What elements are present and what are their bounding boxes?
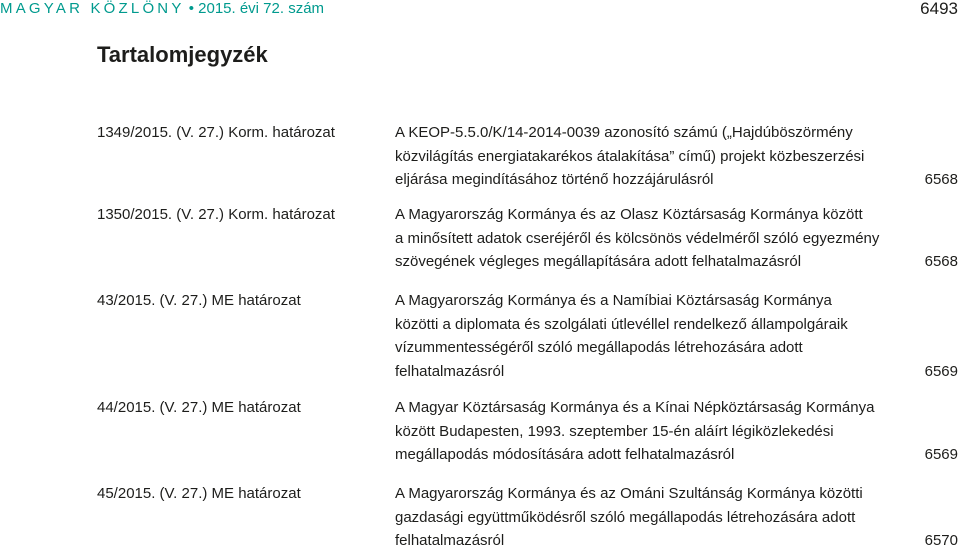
publication-name: MAGYAR KÖZLÖNY (0, 0, 185, 17)
toc-entry-line: között Budapesten, 1993. szeptember 15-én aláírt légiközlekedési (395, 422, 834, 440)
toc-entry-ref: 44/2015. (V. 27.) ME határozat (97, 399, 301, 416)
toc-entry-line: gazdasági együttműködésről szóló megállapodás létrehozására adott (395, 508, 856, 526)
page-number: 6493 (920, 0, 958, 18)
running-head (0, 0, 958, 18)
toc-entry-page: 6569 (924, 446, 958, 463)
toc-entry-line: szövegének végleges megállapítására adott felhatalmazásról (395, 253, 802, 270)
toc-entry-ref: 43/2015. (V. 27.) ME határozat (97, 292, 301, 309)
toc-entry-line: felhatalmazásról (395, 362, 505, 380)
publication-header (0, 0, 324, 18)
toc-entry-description (395, 203, 915, 274)
toc-entry-line: eljárása megindításához történő hozzájárulásról (395, 171, 714, 188)
toc-entry-line: a minősített adatok cseréjéről és kölcsönös védelméről szóló egyezmény (395, 229, 880, 247)
toc-entry-line: A Magyarország Kormánya és a Namíbiai Köztársaság Kormánya (395, 292, 832, 309)
page-title: Tartalomjegyzék (97, 42, 268, 67)
toc-entry-line: vízummentességéről szóló megállapodás létrehozására adott (395, 339, 803, 356)
toc-entry-line: A Magyarország Kormánya és az Olasz Köztársaság Kormánya között (395, 206, 863, 223)
issue-info: • 2015. évi 72. szám (188, 0, 325, 17)
toc-entry-line: megállapodás módosítására adott felhatalmazásról (395, 446, 735, 463)
toc-entry-ref: 45/2015. (V. 27.) ME határozat (97, 485, 301, 502)
toc-entry-line: közvilágítás energiatakarékos átalakítása” című) projekt közbeszerzési (395, 147, 865, 165)
toc-entry-line: közötti a diplomata és szolgálati útlevéllel rendelkező állampolgáraik (395, 315, 848, 333)
toc-entry-description (395, 482, 915, 553)
toc-entry-description (395, 396, 915, 467)
toc-entry-page: 6568 (924, 171, 958, 188)
toc-entry-page: 6569 (924, 362, 958, 380)
toc-entry-line: A KEOP-5.5.0/K/14-2014-0039 azonosító számú („Hajdúböszörmény (395, 124, 853, 141)
toc-entry-ref: 1349/2015. (V. 27.) Korm. határozat (97, 124, 335, 141)
toc-entry-page: 6570 (924, 532, 958, 549)
toc-entry-line: A Magyarország Kormánya és az Ománi Szultánság Kormánya közötti (395, 485, 863, 502)
toc-entry-description (395, 289, 915, 383)
toc-entry-line: felhatalmazásról (395, 532, 505, 549)
toc-entry-line: A Magyar Köztársaság Kormánya és a Kínai Népköztársaság Kormánya (395, 399, 875, 416)
toc-entry-page: 6568 (924, 253, 958, 270)
toc-entry-ref: 1350/2015. (V. 27.) Korm. határozat (97, 206, 335, 223)
toc-entry-description (395, 121, 915, 192)
